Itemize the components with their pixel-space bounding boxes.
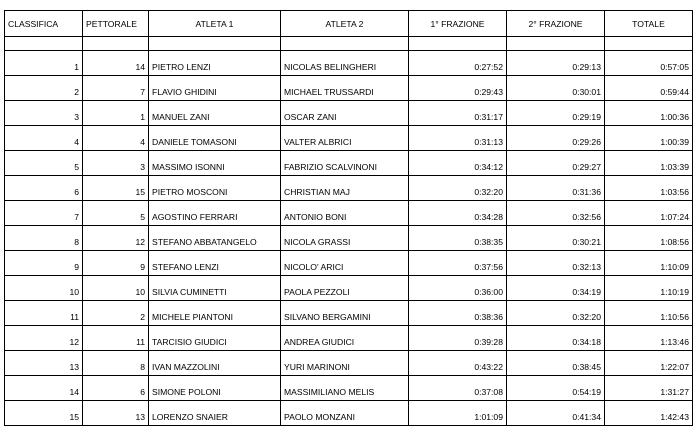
table-row xyxy=(5,126,693,151)
cell-frazione1: 0:32:20 xyxy=(409,176,507,201)
cell-classifica: 3 xyxy=(5,101,83,126)
cell-frazione1: 0:37:56 xyxy=(409,251,507,276)
cell-atleta2: PAOLA PEZZOLI xyxy=(281,276,409,301)
spacer-cell xyxy=(281,37,409,51)
cell-pettorale: 5 xyxy=(83,201,149,226)
spacer-row xyxy=(5,37,693,51)
cell-atleta1: MASSIMO ISONNI xyxy=(149,151,281,176)
table-row xyxy=(5,376,693,401)
cell-classifica: 4 xyxy=(5,126,83,151)
cell-frazione1: 0:34:28 xyxy=(409,201,507,226)
cell-atleta1: TARCISIO GIUDICI xyxy=(149,326,281,351)
cell-totale: 1:00:39 xyxy=(605,126,693,151)
results-table xyxy=(4,10,693,426)
cell-classifica: 13 xyxy=(5,351,83,376)
cell-atleta2: PAOLO MONZANI xyxy=(281,401,409,426)
header-frazione2: 2° FRAZIONE xyxy=(507,11,605,37)
cell-atleta2: MASSIMILIANO MELIS xyxy=(281,376,409,401)
cell-atleta1: MICHELE PIANTONI xyxy=(149,301,281,326)
spacer-cell xyxy=(507,37,605,51)
cell-atleta2: YURI MARINONI xyxy=(281,351,409,376)
cell-frazione1: 0:38:35 xyxy=(409,226,507,251)
header-frazione1: 1° FRAZIONE xyxy=(409,11,507,37)
cell-pettorale: 13 xyxy=(83,401,149,426)
cell-atleta1: AGOSTINO FERRARI xyxy=(149,201,281,226)
cell-frazione2: 0:34:18 xyxy=(507,326,605,351)
table-row xyxy=(5,76,693,101)
table-row xyxy=(5,51,693,76)
cell-frazione1: 0:31:13 xyxy=(409,126,507,151)
header-atleta2: ATLETA 2 xyxy=(281,11,409,37)
cell-frazione1: 0:39:28 xyxy=(409,326,507,351)
cell-classifica: 11 xyxy=(5,301,83,326)
cell-totale: 1:03:56 xyxy=(605,176,693,201)
cell-atleta2: FABRIZIO SCALVINONI xyxy=(281,151,409,176)
cell-frazione2: 0:29:27 xyxy=(507,151,605,176)
cell-classifica: 8 xyxy=(5,226,83,251)
cell-atleta2: SILVANO BERGAMINI xyxy=(281,301,409,326)
cell-atleta2: OSCAR ZANI xyxy=(281,101,409,126)
cell-classifica: 1 xyxy=(5,51,83,76)
cell-totale: 0:59:44 xyxy=(605,76,693,101)
cell-totale: 1:10:56 xyxy=(605,301,693,326)
table-row xyxy=(5,251,693,276)
cell-classifica: 2 xyxy=(5,76,83,101)
spacer-cell xyxy=(605,37,693,51)
spacer-cell xyxy=(409,37,507,51)
cell-atleta1: SIMONE POLONI xyxy=(149,376,281,401)
cell-totale: 1:10:09 xyxy=(605,251,693,276)
cell-atleta2: VALTER ALBRICI xyxy=(281,126,409,151)
spacer-cell xyxy=(149,37,281,51)
cell-frazione2: 0:32:13 xyxy=(507,251,605,276)
cell-classifica: 14 xyxy=(5,376,83,401)
cell-atleta2: CHRISTIAN MAJ xyxy=(281,176,409,201)
spacer-cell xyxy=(83,37,149,51)
cell-atleta1: PIETRO MOSCONI xyxy=(149,176,281,201)
table-row xyxy=(5,351,693,376)
table-row xyxy=(5,176,693,201)
table-row xyxy=(5,101,693,126)
cell-atleta1: STEFANO LENZI xyxy=(149,251,281,276)
cell-atleta2: NICOLAS BELINGHERI xyxy=(281,51,409,76)
cell-totale: 1:42:43 xyxy=(605,401,693,426)
cell-frazione2: 0:32:56 xyxy=(507,201,605,226)
cell-atleta1: SILVIA CUMINETTI xyxy=(149,276,281,301)
cell-pettorale: 3 xyxy=(83,151,149,176)
cell-pettorale: 6 xyxy=(83,376,149,401)
table-row xyxy=(5,201,693,226)
cell-frazione2: 0:32:20 xyxy=(507,301,605,326)
cell-frazione2: 0:29:26 xyxy=(507,126,605,151)
header-classifica: CLASSIFICA xyxy=(5,11,83,37)
cell-frazione1: 0:29:43 xyxy=(409,76,507,101)
header-totale: TOTALE xyxy=(605,11,693,37)
cell-frazione1: 0:31:17 xyxy=(409,101,507,126)
cell-totale: 1:03:39 xyxy=(605,151,693,176)
cell-pettorale: 11 xyxy=(83,326,149,351)
cell-pettorale: 8 xyxy=(83,351,149,376)
header-atleta1: ATLETA 1 xyxy=(149,11,281,37)
cell-atleta1: FLAVIO GHIDINI xyxy=(149,76,281,101)
cell-classifica: 6 xyxy=(5,176,83,201)
cell-frazione2: 0:31:36 xyxy=(507,176,605,201)
cell-totale: 1:10:19 xyxy=(605,276,693,301)
cell-frazione1: 0:43:22 xyxy=(409,351,507,376)
table-body xyxy=(5,37,693,426)
cell-frazione1: 0:34:12 xyxy=(409,151,507,176)
cell-atleta1: LORENZO SNAIER xyxy=(149,401,281,426)
cell-frazione2: 0:41:34 xyxy=(507,401,605,426)
table-row xyxy=(5,226,693,251)
cell-frazione1: 0:36:00 xyxy=(409,276,507,301)
cell-frazione1: 0:27:52 xyxy=(409,51,507,76)
cell-pettorale: 15 xyxy=(83,176,149,201)
cell-totale: 1:00:36 xyxy=(605,101,693,126)
cell-totale: 1:13:46 xyxy=(605,326,693,351)
cell-frazione2: 0:29:13 xyxy=(507,51,605,76)
cell-atleta1: STEFANO ABBATANGELO xyxy=(149,226,281,251)
cell-frazione1: 0:37:08 xyxy=(409,376,507,401)
cell-pettorale: 12 xyxy=(83,226,149,251)
table-row xyxy=(5,151,693,176)
cell-atleta2: NICOLO' ARICI xyxy=(281,251,409,276)
header-pettorale: PETTORALE xyxy=(83,11,149,37)
cell-atleta2: ANDREA GIUDICI xyxy=(281,326,409,351)
cell-frazione2: 0:38:45 xyxy=(507,351,605,376)
cell-classifica: 10 xyxy=(5,276,83,301)
spacer-cell xyxy=(5,37,83,51)
cell-atleta2: ANTONIO BONI xyxy=(281,201,409,226)
cell-atleta1: DANIELE TOMASONI xyxy=(149,126,281,151)
cell-atleta1: IVAN MAZZOLINI xyxy=(149,351,281,376)
cell-totale: 1:31:27 xyxy=(605,376,693,401)
cell-atleta1: PIETRO LENZI xyxy=(149,51,281,76)
cell-pettorale: 4 xyxy=(83,126,149,151)
cell-totale: 0:57:05 xyxy=(605,51,693,76)
cell-pettorale: 10 xyxy=(83,276,149,301)
cell-frazione1: 1:01:09 xyxy=(409,401,507,426)
header-row xyxy=(5,11,693,37)
table-row xyxy=(5,326,693,351)
cell-totale: 1:07:24 xyxy=(605,201,693,226)
cell-pettorale: 7 xyxy=(83,76,149,101)
cell-totale: 1:08:56 xyxy=(605,226,693,251)
cell-classifica: 9 xyxy=(5,251,83,276)
cell-frazione2: 0:34:19 xyxy=(507,276,605,301)
cell-frazione2: 0:29:19 xyxy=(507,101,605,126)
cell-totale: 1:22:07 xyxy=(605,351,693,376)
cell-frazione2: 0:30:01 xyxy=(507,76,605,101)
cell-classifica: 7 xyxy=(5,201,83,226)
cell-pettorale: 14 xyxy=(83,51,149,76)
table-row xyxy=(5,276,693,301)
cell-classifica: 5 xyxy=(5,151,83,176)
table-header xyxy=(5,11,693,37)
cell-pettorale: 2 xyxy=(83,301,149,326)
cell-frazione2: 0:30:21 xyxy=(507,226,605,251)
cell-classifica: 15 xyxy=(5,401,83,426)
table-row xyxy=(5,301,693,326)
cell-pettorale: 1 xyxy=(83,101,149,126)
cell-frazione1: 0:38:36 xyxy=(409,301,507,326)
cell-frazione2: 0:54:19 xyxy=(507,376,605,401)
cell-classifica: 12 xyxy=(5,326,83,351)
cell-pettorale: 9 xyxy=(83,251,149,276)
cell-atleta2: MICHAEL TRUSSARDI xyxy=(281,76,409,101)
table-row xyxy=(5,401,693,426)
cell-atleta2: NICOLA GRASSI xyxy=(281,226,409,251)
cell-atleta1: MANUEL ZANI xyxy=(149,101,281,126)
